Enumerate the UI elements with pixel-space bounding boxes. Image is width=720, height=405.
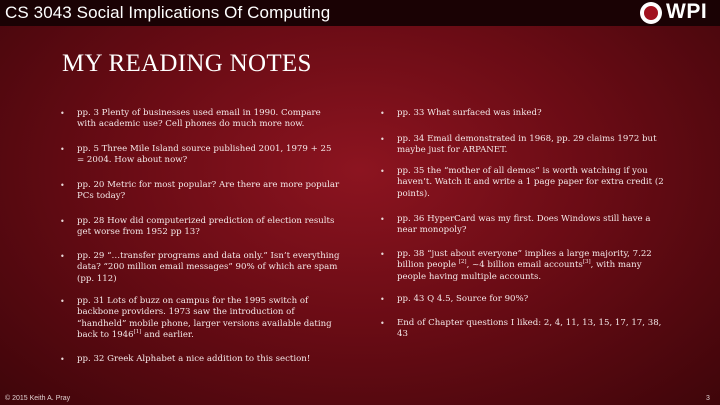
note-text: pp. 20 Metric for most popular? Are there are more popular PCs today? — [77, 180, 340, 202]
note-item — [60, 180, 340, 216]
bullet-icon: • — [60, 145, 65, 154]
wpi-seal-icon — [640, 2, 662, 24]
note-item — [380, 134, 665, 166]
bullet-icon: • — [60, 252, 65, 261]
bullet-icon: • — [60, 181, 65, 190]
footer-copyright: © 2015 Keith A. Pray — [5, 395, 71, 402]
note-text: End of Chapter questions I liked: 2, 4, 11, 13, 15, 17, 17, 38, 43 — [397, 318, 662, 340]
bullet-icon: • — [60, 297, 65, 306]
bullet-icon: • — [60, 109, 65, 118]
note-item — [60, 216, 340, 251]
bullet-icon: • — [380, 135, 385, 144]
note-text: pp. 32 Greek Alphabet a nice addition to this section! — [77, 354, 311, 364]
note-text: pp. 29 “…transfer programs and data only.” Isn’t everything data? “200 million email messages” 90% of which are spam (pp. 112) — [77, 251, 340, 284]
note-item — [380, 214, 665, 249]
note-item — [60, 354, 340, 365]
note-item — [380, 318, 665, 341]
note-text: pp. 38 “just about everyone” implies a large majority, 7.22 billion people [2], ~4 billion email accounts[3], with many people having multiple accounts. — [397, 249, 652, 282]
note-item — [60, 296, 340, 354]
note-item — [60, 108, 340, 144]
bullet-icon: • — [380, 109, 385, 118]
note-text: pp. 31 Lots of buzz on campus for the 1995 switch of backbone providers. 1973 saw the introduction of “handheld” mobile phone, larger versions available dating back to 1946[1] and earlier. — [77, 296, 332, 341]
note-item — [60, 144, 340, 180]
wpi-logo — [640, 2, 716, 24]
note-item — [380, 166, 665, 214]
course-title: CS 3043 Social Implications Of Computing — [5, 3, 331, 22]
note-text: pp. 43 Q 4.5, Source for 90%? — [397, 294, 529, 304]
bullet-icon: • — [60, 355, 65, 364]
note-item — [60, 251, 340, 296]
note-item — [380, 108, 665, 134]
note-text: pp. 34 Email demonstrated in 1968, pp. 29 claims 1972 but maybe just for ARPANET. — [397, 134, 657, 156]
bullet-icon: • — [60, 217, 65, 226]
note-item — [380, 294, 665, 318]
bullet-icon: • — [380, 167, 385, 176]
note-text: pp. 3 Plenty of businesses used email in 1990. Compare with academic use? Cell phones do much more now. — [77, 108, 321, 130]
note-text: pp. 5 Three Mile Island source published 2001, 1979 + 25 = 2004. How about now? — [77, 144, 332, 166]
bullet-icon: • — [380, 319, 385, 328]
note-text: pp. 28 How did computerized prediction of election results get worse from 1952 pp 13? — [77, 216, 335, 238]
slide-title: MY READING NOTES — [62, 50, 312, 77]
bullet-icon: • — [380, 295, 385, 304]
bullet-icon: • — [380, 250, 385, 259]
note-item — [380, 249, 665, 294]
note-text: pp. 36 HyperCard was my first. Does Windows still have a near monopoly? — [397, 214, 651, 236]
bullet-icon: • — [380, 215, 385, 224]
wpi-wordmark: WPI — [666, 0, 708, 23]
note-text: pp. 33 What surfaced was inked? — [397, 108, 542, 118]
notes-column-left — [60, 108, 340, 365]
notes-column-right — [380, 108, 665, 341]
note-text: pp. 35 the “mother of all demos” is worth watching if you haven’t. Watch it and write a 1 page paper for extra credit (2 points). — [397, 166, 664, 199]
header-bar — [0, 0, 720, 26]
page-number: 3 — [706, 395, 710, 402]
